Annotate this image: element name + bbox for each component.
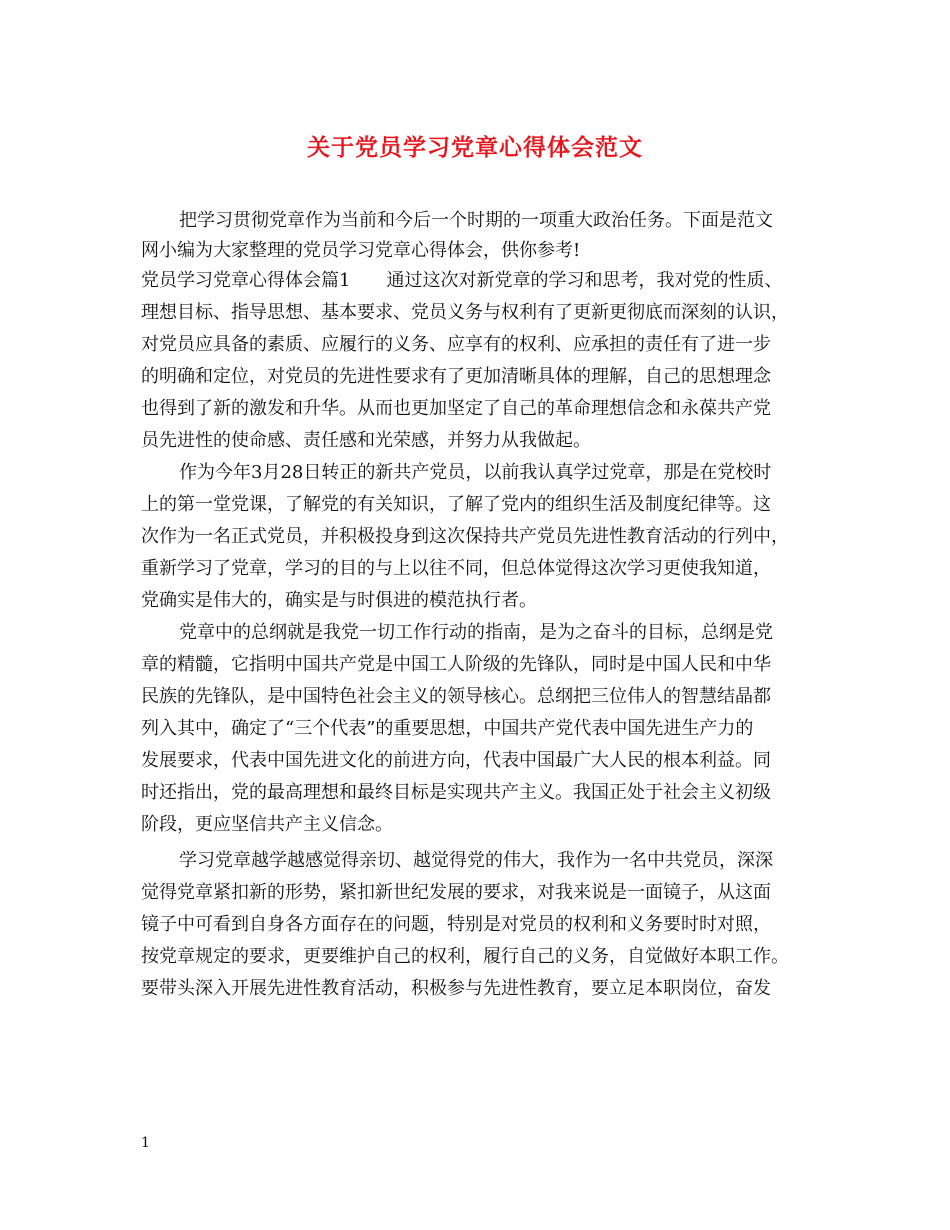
text-line: 党员学习党章心得体会篇1 通过这次对新党章的学习和思考，我对党的性质、 [141, 270, 783, 291]
text-line: 党章中的总纲就是我党一切工作行动的指南，是为之奋斗的目标，总纲是党 [179, 622, 773, 643]
text-line: 网小编为大家整理的党员学习党章心得体会，供你参考! [141, 240, 581, 261]
text-line: 按党章规定的要求，更要维护自己的权利，履行自己的义务，自觉做好本职工作。 [141, 946, 789, 967]
text-line: 觉得党章紧扣新的形势，紧扣新世纪发展的要求，对我来说是一面镜子，从这面 [141, 882, 771, 903]
text-line: 党确实是伟大的，确实是与时俱进的模范执行者。 [141, 590, 537, 611]
text-line: 时还指出，党的最高理想和最终目标是实现共产主义。我国正处于社会主义初级 [141, 782, 771, 803]
document-title: 关于党员学习党章心得体会范文 [307, 134, 643, 161]
text-line: 镜子中可看到自身各方面存在的问题，特别是对党员的权利和义务要时时对照， [141, 914, 771, 935]
text-line: 上的第一堂党课，了解党的有关知识，了解了党内的组织生活及制度纪律等。这 [141, 494, 771, 515]
text-line: 章的精髓，它指明中国共产党是中国工人阶级的先锋队，同时是中国人民和中华 [141, 654, 771, 675]
page-number: 1 [141, 1135, 150, 1151]
text-line: 也得到了新的激发和升华。从而也更加坚定了自己的革命理想信念和永葆共产党 [141, 398, 771, 419]
text-line: 学习党章越学越感觉得亲切、越觉得党的伟大，我作为一名中共党员，深深 [179, 850, 773, 871]
text-line: 要带头深入开展先进性教育活动，积极参与先进性教育，要立足本职岗位，奋发 [141, 978, 771, 999]
text-line: 民族的先锋队，是中国特色社会主义的领导核心。总纲把三位伟人的智慧结晶都 [141, 686, 771, 707]
text-line: 员先进性的使命感、责任感和光荣感，并努力从我做起。 [141, 430, 591, 451]
text-line: 把学习贯彻党章作为当前和今后一个时期的一项重大政治任务。下面是范文 [179, 210, 773, 231]
text-line: 列入其中，确定了“三个代表”的重要思想，中国共产党代表中国先进生产力的 [141, 718, 754, 739]
text-line: 作为今年3月28日转正的新共产党员，以前我认真学过党章，那是在党校时 [179, 462, 772, 483]
text-line: 阶段，更应坚信共产主义信念。 [141, 814, 393, 835]
text-line: 重新学习了党章，学习的目的与上以往不同，但总体觉得这次学习更使我知道， [141, 558, 771, 579]
text-line: 的明确和定位，对党员的先进性要求有了更加清晰具体的理解，自己的思想理念 [141, 366, 771, 387]
text-line: 发展要求，代表中国先进文化的前进方向，代表中国最广大人民的根本利益。同 [141, 750, 771, 771]
text-line: 对党员应具备的素质、应履行的义务、应享有的权利、应承担的责任有了进一步 [141, 334, 771, 355]
text-line: 次作为一名正式党员，并积极投身到这次保持共产党员先进性教育活动的行列中， [141, 526, 789, 547]
text-line: 理想目标、指导思想、基本要求、党员义务与权利有了更新更彻底而深刻的认识， [141, 302, 789, 323]
